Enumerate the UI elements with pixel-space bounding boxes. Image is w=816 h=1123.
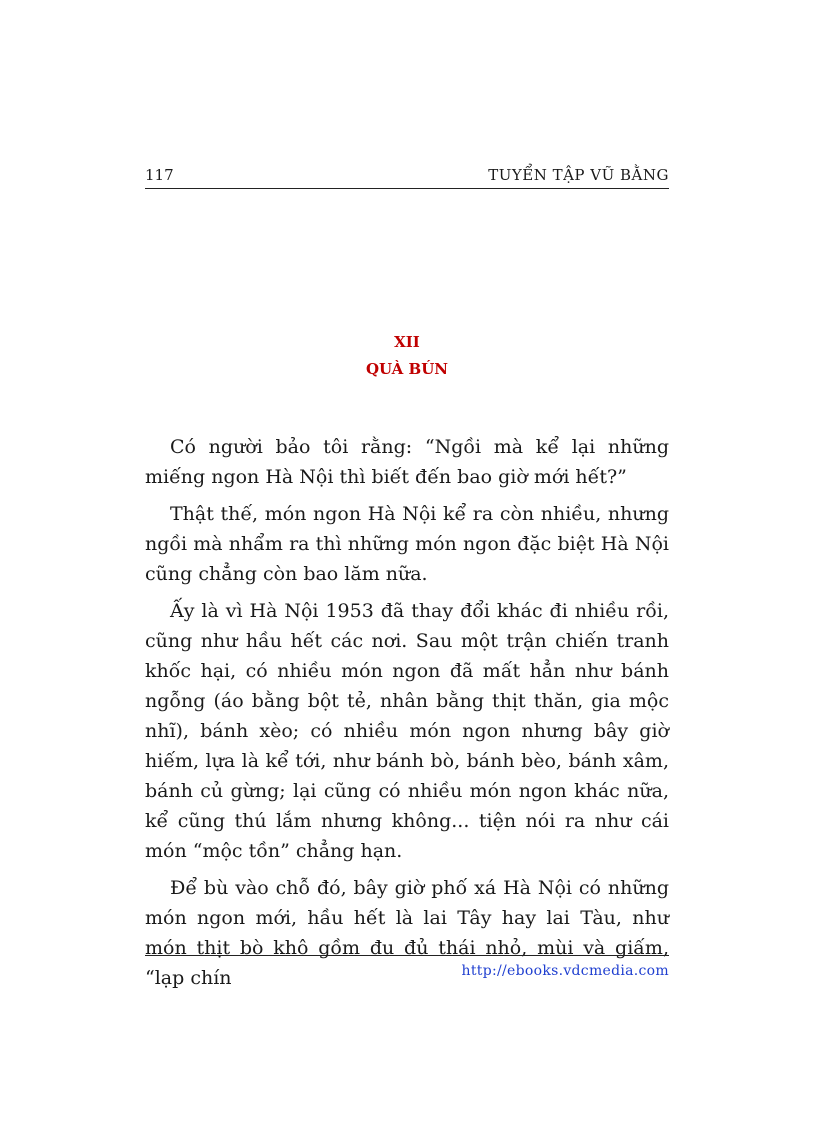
footer-link[interactable]: http://ebooks.vdcmedia.com <box>461 963 669 979</box>
chapter-number: XII <box>394 333 420 351</box>
page-header <box>145 164 669 189</box>
chapter-title: QUÀ BÚN <box>365 360 449 378</box>
paragraph: Thật thế, món ngon Hà Nội kể ra còn nhiều, nhưng ngồi mà nhẩm ra thì những món ngon đặc biệt Hà Nội cũng chẳng còn bao lăm nữa. <box>145 503 669 585</box>
paragraph: Để bù vào chỗ đó, bây giờ phố xá Hà Nội có những món ngon mới, hầu hết là lai Tây hay lai Tàu, như món thịt bò khô gồm đu đủ thái nhỏ, mùi và giấm, “lạp chín <box>145 877 669 989</box>
page-number: 117 <box>145 166 174 184</box>
paragraph: Có người bảo tôi rằng: “Ngồi mà kể lại những miếng ngon Hà Nội thì biết đến bao giờ mới hết?” <box>145 436 669 488</box>
paragraph: Ấy là vì Hà Nội 1953 đã thay đổi khác đi nhiều rồi, cũng như hầu hết các nơi. Sau một trận chiến tranh khốc hại, có nhiều món ngon đã mất hẳn như bánh ngỗng (áo bằng bột tẻ, nhân bằng thịt thăn, gia mộc nhĩ), bánh xèo; có nhiều món ngon nhưng bây giờ hiếm, lựa là kể tới, như bánh bò, bánh bèo, bánh xâm, bánh củ gừng; lại cũng có nhiều món ngon khác nữa, kể cũng thú lắm nhưng không... tiện nói ra như cái món “mộc tồn” chẳng hạn. <box>145 600 669 862</box>
body-text <box>145 432 669 1000</box>
footer-divider <box>145 955 669 956</box>
running-title: TUYỂN TẬP VŨ BẰNG <box>488 166 669 184</box>
